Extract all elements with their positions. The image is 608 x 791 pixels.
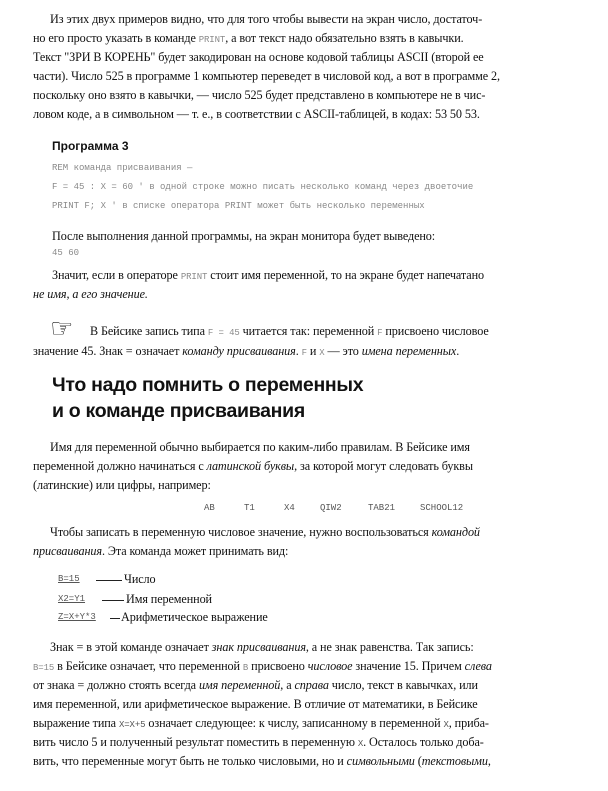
para5-line1: Чтобы записать в переменную числовое значение, нужно воспользоваться командой (50, 525, 480, 539)
pointing-hand-icon: ☞ (50, 314, 74, 344)
para6-line2: B=15 в Бейсике означает, что переменной B присвоено числовое значение 15. Причем слева (33, 659, 492, 673)
example-name: X4 (284, 503, 295, 513)
para6-line7: вить, что переменные могут быть не только числовыми, но и символьными (текстовыми, (33, 754, 491, 768)
note-line1: В Бейсике запись типа F = 45 читается так: переменной F присвоено числовое (90, 324, 489, 338)
para4-line3: (латинские) или цифры, например: (33, 478, 211, 492)
form-connector (96, 580, 122, 581)
form-variable-label: Имя переменной (126, 592, 212, 606)
para1-line2: но его просто указать в команде PRINT, а вот текст надо обязательно взять в кавычки. (33, 31, 464, 45)
form-expression-code: Z=X+Y*3 (58, 612, 96, 622)
section-heading-line1: Что надо помнить о переменных (52, 374, 364, 396)
form-variable-code: X2=Y1 (58, 594, 86, 604)
code-print: PRINT (198, 35, 226, 45)
form-connector (110, 618, 120, 619)
para6-line6: вить число 5 и полученный результат поместить в переменную X. Осталось только доба- (33, 735, 484, 749)
section-heading-line2: и о команде присваивания (52, 400, 305, 422)
program-output: 45 60 (52, 248, 80, 258)
para1-line4: части). Число 525 в программе 1 компьютер переведет в числовой код, а вот в программе 2, (33, 69, 500, 83)
example-name: SCHOOL12 (420, 503, 464, 513)
para6-line4: имя переменной, или арифметическое выражение. В отличие от математики, в Бейсике (33, 697, 478, 711)
para1-line5: поскольку оно взято в кавычки, — число 525 будет представлено в компьютере не в чис- (33, 88, 486, 102)
para1-line6: ловом коде, а в символьном — т. е., в соответствии с ASCII-таблицей, в кодах: 53 50 53. (33, 107, 480, 121)
para3-line1: Значит, если в операторе PRINT стоит имя переменной, то на экране будет напечатано (52, 268, 485, 282)
example-name: TAB21 (368, 503, 396, 513)
form-connector (102, 600, 124, 601)
program3-code-line3: PRINT F; X ' в списке оператора PRINT может быть несколько переменных (52, 201, 425, 211)
para6-line3: от знака = должно стоять всегда имя переменной, а справа число, текст в кавычках, или (33, 678, 478, 692)
para5-line2: присваивания. Эта команда может принимать вид: (33, 544, 289, 558)
para6-line5: выражение типа X=X+5 означает следующее: к числу, записанному в переменной X, приба- (33, 716, 489, 730)
form-number-code: B=15 (58, 574, 80, 584)
para1-line1: Из этих двух примеров видно, что для того чтобы вывести на экран число, достаточ- (50, 12, 483, 26)
example-name: T1 (244, 503, 255, 513)
note-line2: значение 45. Знак = означает команду присваивания. F и X — это имена переменных. (33, 344, 460, 358)
para3-line2: не имя, а его значение. (33, 287, 148, 301)
para4-line2: переменной должно начинаться с латинской буквы, за которой могут следовать буквы (33, 459, 473, 473)
para6-line1: Знак = в этой команде означает знак присваивания, а не знак равенства. Так запись: (50, 640, 474, 654)
form-number-label: Число (124, 572, 156, 586)
example-name: QIW2 (320, 503, 342, 513)
para1-line3: Текст "ЗРИ В КОРЕНЬ" будет закодирован на основе кодовой таблицы ASCII (второй ее (33, 50, 484, 64)
program3-code-line2: F = 45 : X = 60 ' в одной строке можно писать несколько команд через двоеточие (52, 182, 474, 192)
example-name: AB (204, 503, 215, 513)
para2-line1: После выполнения данной программы, на экран монитора будет выведено: (52, 229, 436, 243)
para4-line1: Имя для переменной обычно выбирается по каким-либо правилам. В Бейсике имя (50, 440, 470, 454)
form-expression-label: Арифметическое выражение (121, 610, 268, 624)
program3-title: Программа 3 (52, 139, 129, 153)
program3-code-line1: REM команда присваивания — (52, 163, 193, 173)
